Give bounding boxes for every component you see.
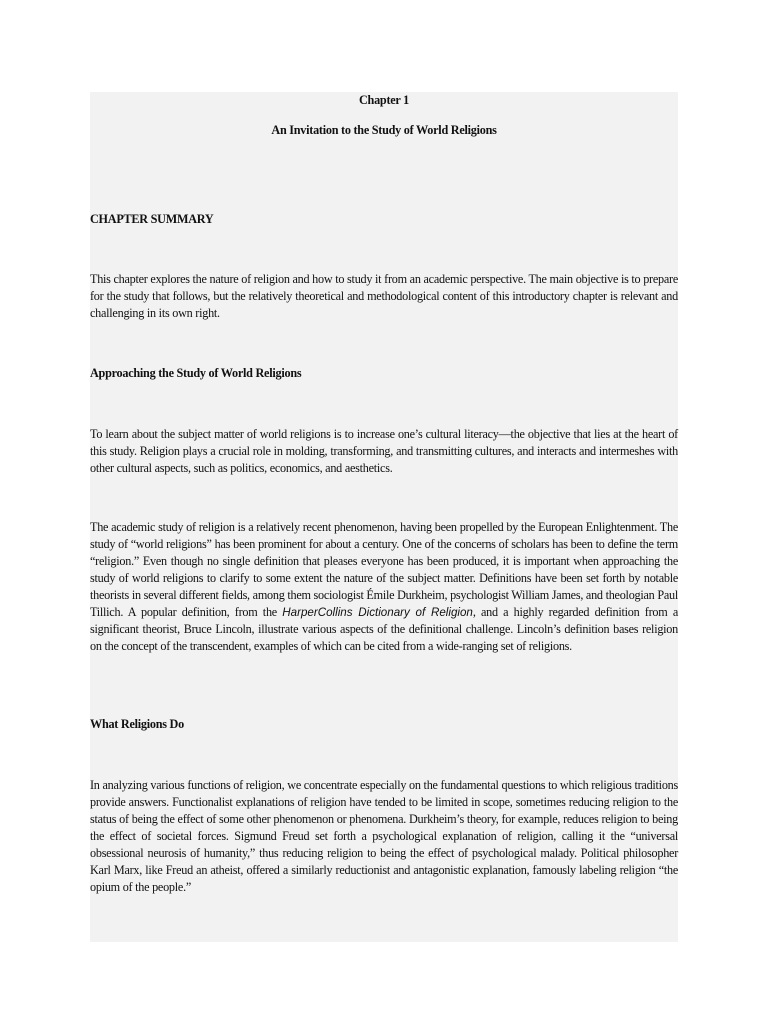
document-page	[90, 92, 678, 942]
paragraph-academic-study-text-1: The academic study of religion is a relatively recent phenomenon, having been propelled by the European Enlightenment. The study of “world religions” has been prominent for about a century. One of the concerns of scholars has been to define the term “religion.” Even though no single definition that pleases everyone has been produced, it is important when approaching the study of world religions to clarify to some extent the nature of the subject matter. Definitions have been set forth by notable theorists in several different fields, among them sociologist Émile Durkheim, psychologist William James, and theologian Paul Tillich. A popular definition, from the	[90, 520, 678, 619]
paragraph-cultural-literacy: To learn about the subject matter of world religions is to increase one’s cultural literacy—the objective that lies at the heart of this study. Religion plays a crucial role in molding, transforming, and transmitting cultures, and interacts and intermeshes with other cultural aspects, such as politics, economics, and aesthetics.	[90, 427, 678, 475]
section-heading-what-religions-do: What Religions Do	[90, 717, 184, 731]
paragraph-academic-study-text-2: , and a highly regarded definition from a significant theorist, Bruce Lincoln, illustrate various aspects of the definitional challenge. Lincoln’s definition bases religion on the concept of the transcendent, examples of which can be cited from a wide-ranging set of religions.	[90, 605, 678, 653]
dictionary-title: HarperCollins Dictionary of Religion	[282, 606, 473, 619]
paragraph-academic-study	[90, 519, 678, 655]
paragraph-functions-of-religion: In analyzing various functions of religion, we concentrate especially on the fundamental questions to which religious traditions provide answers. Functionalist explanations of religion have tended to be limited in scope, sometimes reducing religion to the status of being the effect of some other phenomenon or phenomena. Durkheim’s theory, for example, reduces religion to being the effect of societal forces. Sigmund Freud set forth a psychological explanation of religion, calling it the “universal obsessional neurosis of humanity,” thus reducing religion to being the effect of psychological malady. Political philosopher Karl Marx, like Freud an atheist, offered a similarly reductionist and antagonistic explanation, famously labeling religion “the opium of the people.”	[90, 778, 678, 894]
intro-paragraph: This chapter explores the nature of religion and how to study it from an academic perspective. The main objective is to prepare for the study that follows, but the relatively theoretical and methodological content of this introductory chapter is relevant and challenging in its own right.	[90, 272, 678, 320]
section-heading-approaching: Approaching the Study of World Religions	[90, 366, 302, 380]
chapter-summary-heading: CHAPTER SUMMARY	[90, 212, 214, 226]
chapter-title: An Invitation to the Study of World Religions	[271, 123, 497, 137]
chapter-label: Chapter 1	[359, 93, 409, 107]
